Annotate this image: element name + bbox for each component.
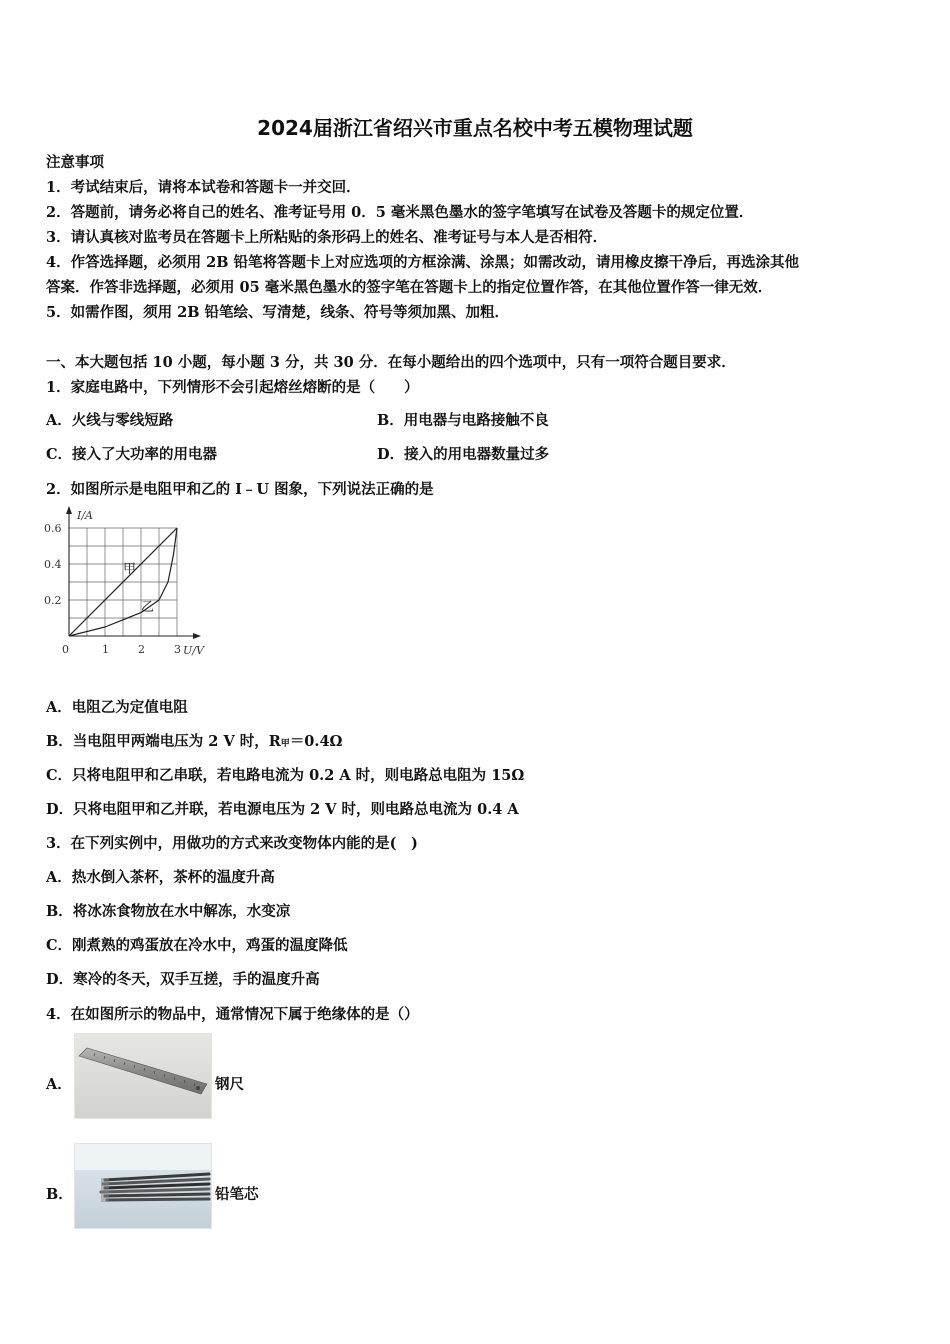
notice-item: 2．答题前，请务必将自己的姓名、准考证号用 0．5 毫米黑色墨水的签字笔填写在试卷及答题卡的规定位置．: [46, 204, 754, 221]
notice-heading: 注意事项: [46, 154, 104, 171]
section-heading: 一、本大题包括 10 小题，每小题 3 分，共 30 分．在每小题给出的四个选项中，只有一项符合题目要求．: [46, 354, 736, 371]
pencil-lead-photo: [74, 1143, 212, 1229]
q4-option-a-label: 钢尺: [215, 1076, 244, 1093]
y-tick-label: 0.4: [44, 558, 62, 571]
notice-item: 5．如需作图，须用 2B 铅笔绘、写清楚，线条、符号等须加黑、加粗．: [46, 304, 510, 321]
q1-option-b: B．用电器与电路接触不良: [377, 412, 549, 429]
q2-option-b-suffix: ＝0.4Ω: [289, 733, 343, 750]
q1-stem: 1．家庭电路中，下列情形不会引起熔丝熔断的是（ ）: [46, 379, 419, 396]
iu-chart: [40, 505, 220, 665]
q3-option-a: A．热水倒入茶杯，茶杯的温度升高: [46, 869, 275, 886]
q3-option-d: D．寒冷的冬天，双手互搓，手的温度升高: [46, 971, 320, 988]
notice-item: 3．请认真核对监考员在答题卡上所粘贴的条形码上的姓名、准考证号与本人是否相符．: [46, 229, 608, 246]
notice-item: 1．考试结束后，请将本试卷和答题卡一并交回．: [46, 179, 361, 196]
steel-ruler-icon: [75, 1034, 211, 1118]
q2-option-d: D．只将电阻甲和乙并联，若电源电压为 2 V 时，则电路总电流为 0.4 A: [46, 801, 519, 818]
q2-stem: 2．如图所示是电阻甲和乙的 I﹣U 图象，下列说法正确的是: [46, 481, 434, 498]
x-tick-label: 1: [102, 643, 109, 656]
series-label-jia: 甲: [123, 562, 137, 577]
q4-option-b-letter: B．: [46, 1186, 73, 1203]
q4-option-b-label: 铅笔芯: [215, 1186, 259, 1203]
q3-stem: 3．在下列实例中，用做功的方式来改变物体内能的是( ): [46, 835, 418, 852]
q4-stem: 4．在如图所示的物品中，通常情况下属于绝缘体的是（）: [46, 1006, 419, 1023]
q2-option-b-prefix: B．当电阻甲两端电压为 2 V 时，R: [46, 733, 281, 750]
q1-option-d: D．接入的用电器数量过多: [377, 446, 550, 463]
q1-option-c: C．接入了大功率的用电器: [46, 446, 218, 463]
x-axis-arrow: [193, 633, 201, 639]
q2-option-b-subscript: 甲: [280, 739, 290, 749]
q1-option-a: A．火线与零线短路: [46, 412, 174, 429]
y-tick-label: 0.6: [44, 522, 62, 535]
x-axis-label: U/V: [183, 644, 204, 657]
x-tick-label: 0: [62, 643, 69, 656]
q3-option-b: B．将冰冻食物放在水中解冻，水变凉: [46, 903, 291, 920]
y-tick-label: 0.2: [44, 594, 62, 607]
q4-option-a-letter: A．: [46, 1076, 72, 1093]
y-axis-label: I/A: [77, 509, 93, 522]
y-axis-arrow: [66, 506, 72, 514]
notice-item: 4．作答选择题，必须用 2B 铅笔将答题卡上对应选项的方框涂满、涂黑；如需改动，请用橡皮擦干净后，再选涂其他: [46, 254, 800, 271]
q2-option-c: C．只将电阻甲和乙串联，若电路电流为 0.2 A 时，则电路总电阻为 15Ω: [46, 767, 525, 784]
page-title: 2024届浙江省绍兴市重点名校中考五模物理试题: [257, 116, 693, 140]
q2-option-b: [46, 730, 342, 751]
series-label-yi: 乙: [141, 599, 155, 615]
steel-ruler-photo: [74, 1033, 212, 1119]
x-tick-label: 2: [138, 643, 145, 656]
q2-option-a: A．电阻乙为定值电阻: [46, 699, 188, 716]
q3-option-c: C．刚煮熟的鸡蛋放在冷水中，鸡蛋的温度降低: [46, 937, 348, 954]
notice-item: 答案．作答非选择题，必须用 05 毫米黑色墨水的签字笔在答题卡上的指定位置作答，在其他位置作答一律无效．: [46, 279, 773, 296]
pencil-lead-icon: [75, 1144, 211, 1228]
x-tick-label: 3: [174, 643, 181, 656]
